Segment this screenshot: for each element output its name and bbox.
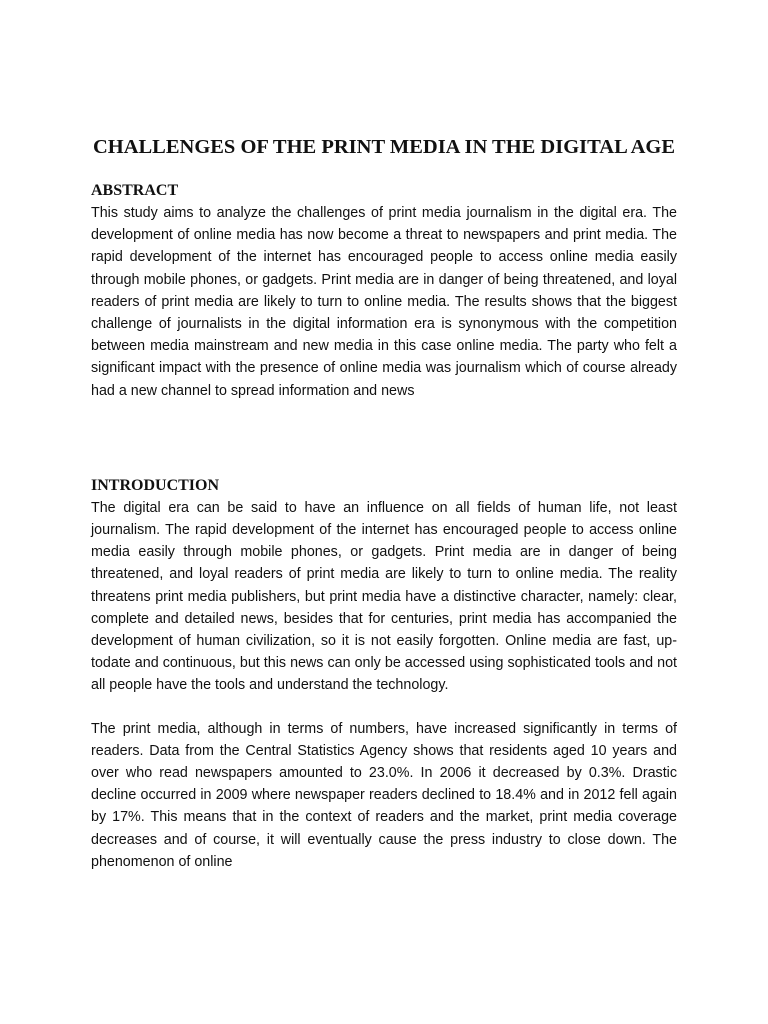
introduction-heading: INTRODUCTION bbox=[91, 476, 220, 494]
introduction-paragraph-2: The print media, although in terms of numbers, have increased significantly in terms of readers. Data from the Central Statistics Agency shows that residents aged 10 years and over who read newspapers amounted to 23.0%. In 2006 it decreased by 0.3%. Drastic decline occurred in 2009 where newspaper readers declined to 18.4% and in 2012 fell again by 17%. This means that in the context of readers and the market, print media coverage decreases and of course, it will eventually cause the press industry to close down. The phenomenon of online bbox=[91, 720, 677, 870]
section-spacer bbox=[91, 402, 677, 475]
introduction-paragraph-1: The digital era can be said to have an influence on all fields of human life, not least journalism. The rapid development of the internet has encouraged people to access online media easily through mobile phones, or gadgets. Print media are in danger of being threatened, and loyal readers of print media are likely to turn to online media. The reality threatens print media publishers, but print media have a distinctive character, namely: clear, complete and detailed news, besides that for centuries, print media has accompanied the development of human civilization, so it is not easily forgotten. Online media are fast, up-todate and continuous, but this news can only be accessed using sophisticated tools and not all people have the tools and understand the technology. bbox=[91, 499, 677, 694]
paragraph-spacer bbox=[91, 697, 677, 718]
page-title: CHALLENGES OF THE PRINT MEDIA IN THE DIGITAL AGE bbox=[92, 136, 676, 158]
document-body bbox=[91, 134, 677, 873]
abstract-text: This study aims to analyze the challenges of print media journalism in the digital era. The development of online media has now become a threat to newspapers and print media. The rapid development of the internet has encouraged people to access online media easily through mobile phones, or gadgets. Print media are in danger of being threatened, and loyal readers of print media are likely to turn to online media. The results shows that the biggest challenge of journalists in the digital information era is synonymous with the competition between media mainstream and new media in this case online media. The party who felt a significant impact with the presence of online media was journalism which of course already had a new channel to spread information and news bbox=[91, 205, 677, 399]
abstract-heading: ABSTRACT bbox=[91, 182, 179, 199]
